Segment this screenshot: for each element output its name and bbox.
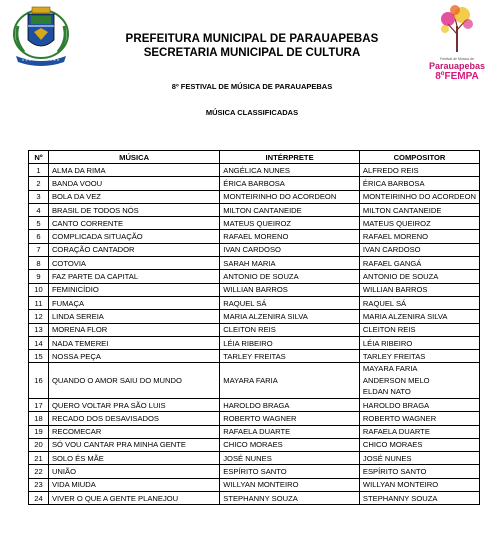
cell-musica: ALMA DA RIMA [48,164,219,177]
tree-icon [418,4,496,52]
table-row [29,243,480,256]
cell-number: 9 [29,270,49,283]
classified-songs-table [28,150,480,505]
logo-name: Parauapebas [428,61,486,71]
cell-number: 10 [29,283,49,296]
header-prefeitura: PREFEITURA MUNICIPAL DE PARAUAPEBAS [125,33,379,45]
cell-interprete: MATEUS QUEIROZ [220,217,360,230]
cell-number: 8 [29,257,49,270]
cell-musica: FUMAÇA [48,296,219,309]
cell-interprete: WILLYAN MONTEIRO [220,478,360,491]
cell-compositor: TARLEY FREITAS [359,350,479,363]
cell-number: 21 [29,452,49,465]
cell-interprete: HAROLDO BRAGA [220,398,360,411]
cell-number: 24 [29,492,49,505]
cell-musica: BRASIL DE TODOS NÓS [48,203,219,216]
table-row [29,438,480,451]
col-header-musica: MÚSICA [48,151,219,164]
table-row [29,350,480,363]
cell-interprete: JOSÉ NUNES [220,452,360,465]
table-row [29,425,480,438]
cell-number: 1 [29,164,49,177]
cell-interprete: STEPHANNY SOUZA [220,492,360,505]
table-row [29,465,480,478]
cell-compositor: CHICO MORAES [359,438,479,451]
cell-interprete: TARLEY FREITAS [220,350,360,363]
table-row [29,257,480,270]
cell-musica: LINDA SEREIA [48,310,219,323]
cell-number: 11 [29,296,49,309]
cell-interprete: MARIA ALZENIRA SILVA [220,310,360,323]
cell-musica: VIVER O QUE A GENTE PLANEJOU [48,492,219,505]
cell-interprete: ANTONIO DE SOUZA [220,270,360,283]
cell-number: 6 [29,230,49,243]
cell-interprete: MAYARA FARIA [220,363,360,399]
cell-interprete: MONTEIRINHO DO ACORDEON [220,190,360,203]
cell-number: 17 [29,398,49,411]
cell-compositor: MILTON CANTANEIDE [359,203,479,216]
cell-interprete: MILTON CANTANEIDE [220,203,360,216]
table-row [29,492,480,505]
cell-compositor: RAFAELA DUARTE [359,425,479,438]
table-row [29,398,480,411]
logo-edition: 8ºFEMPA [435,71,479,82]
cell-interprete: SARAH MARIA [220,257,360,270]
col-header-interprete: INTÉRPRETE [220,151,360,164]
cell-interprete: WILLIAN BARROS [220,283,360,296]
cell-musica: BANDA VOOU [48,177,219,190]
cell-musica: UNIÃO [48,465,219,478]
cell-musica: COTOVIA [48,257,219,270]
cell-number: 23 [29,478,49,491]
cell-musica: VIDA MIUDA [48,478,219,491]
cell-compositor: RAFAEL MORENO [359,230,479,243]
table-row [29,412,480,425]
table-row [29,323,480,336]
fempa-logo [418,4,496,80]
cell-compositor: STEPHANNY SOUZA [359,492,479,505]
cell-interprete: IVAN CARDOSO [220,243,360,256]
cell-musica: QUERO VOLTAR PRA SÃO LUIS [48,398,219,411]
cell-interprete: ANGÉLICA NUNES [220,164,360,177]
list-subtitle: MÚSICA CLASSIFICADAS [205,108,299,117]
cell-musica: NOSSA PEÇA [48,350,219,363]
cell-compositor: MARIA ALZENIRA SILVA [359,310,479,323]
table-row [29,336,480,349]
cell-compositor: HAROLDO BRAGA [359,398,479,411]
cell-number: 14 [29,336,49,349]
cell-number: 12 [29,310,49,323]
cell-compositor: ANTONIO DE SOUZA [359,270,479,283]
cell-number: 7 [29,243,49,256]
festival-title: 8º FESTIVAL DE MÚSICA DE PARAUAPEBAS [171,82,333,91]
table-header-row [29,151,480,164]
cell-number: 20 [29,438,49,451]
cell-compositor: MONTEIRINHO DO ACORDEON [359,190,479,203]
table-row [29,310,480,323]
cell-musica: CORAÇÃO CANTADOR [48,243,219,256]
cell-musica: QUANDO O AMOR SAIU DO MUNDO [48,363,219,399]
cell-number: 3 [29,190,49,203]
cell-number: 13 [29,323,49,336]
cell-compositor: MATEUS QUEIROZ [359,217,479,230]
header-secretaria: SECRETARIA MUNICIPAL DE CULTURA [143,47,361,59]
cell-compositor: RAQUEL SÁ [359,296,479,309]
table-row [29,203,480,216]
cell-number: 4 [29,203,49,216]
cell-compositor: CLEITON REIS [359,323,479,336]
logo-small-text: Festival de Música de [440,57,474,61]
table-row [29,363,480,399]
cell-number: 2 [29,177,49,190]
table-row [29,452,480,465]
cell-number: 15 [29,350,49,363]
col-header-number: Nº [29,151,49,164]
cell-musica: SOLO ÉS MÃE [48,452,219,465]
table-row [29,190,480,203]
cell-compositor: IVAN CARDOSO [359,243,479,256]
cell-number: 19 [29,425,49,438]
cell-number: 18 [29,412,49,425]
cell-compositor: ROBERTO WAGNER [359,412,479,425]
cell-interprete: RAFAELA DUARTE [220,425,360,438]
cell-musica: CANTO CORRENTE [48,217,219,230]
cell-number: 16 [29,363,49,399]
compositor-name: ELDAN NATO [362,387,411,397]
cell-interprete: RAFAEL MORENO [220,230,360,243]
cell-musica: FEMINICÍDIO [48,283,219,296]
cell-compositor: WILLIAN BARROS [359,283,479,296]
cell-compositor: ALFREDO REIS [359,164,479,177]
cell-musica: BOLA DA VEZ [48,190,219,203]
cell-compositor [359,363,479,399]
cell-musica: NADA TEMEREI [48,336,219,349]
cell-compositor: ÉRICA BARBOSA [359,177,479,190]
table-row [29,230,480,243]
table-row [29,217,480,230]
cell-interprete: ROBERTO WAGNER [220,412,360,425]
cell-musica: MORENA FLOR [48,323,219,336]
cell-musica: COMPLICADA SITUAÇÃO [48,230,219,243]
cell-compositor: ESPÍRITO SANTO [359,465,479,478]
cell-interprete: ÉRICA BARBOSA [220,177,360,190]
table-row [29,177,480,190]
col-header-compositor: COMPOSITOR [359,151,479,164]
table-row [29,478,480,491]
cell-musica: FAZ PARTE DA CAPITAL [48,270,219,283]
table-row [29,283,480,296]
cell-compositor: LÉIA RIBEIRO [359,336,479,349]
cell-interprete: CLEITON REIS [220,323,360,336]
cell-compositor: JOSÉ NUNES [359,452,479,465]
cell-compositor: WILLYAN MONTEIRO [359,478,479,491]
cell-musica: SÓ VOU CANTAR PRA MINHA GENTE [48,438,219,451]
cell-interprete: CHICO MORAES [220,438,360,451]
cell-number: 22 [29,465,49,478]
cell-number: 5 [29,217,49,230]
cell-interprete: RAQUEL SÁ [220,296,360,309]
cell-musica: RECOMECAR [48,425,219,438]
table-row [29,296,480,309]
table-row [29,270,480,283]
cell-interprete: LÉIA RIBEIRO [220,336,360,349]
compositor-name: MAYARA FARIA [362,364,418,374]
cell-interprete: ESPÍRITO SANTO [220,465,360,478]
table-row [29,164,480,177]
cell-musica: RECADO DOS DESAVISADOS [48,412,219,425]
compositor-name: ANDERSON MELO [362,375,430,385]
cell-compositor: RAFAEL GANGÁ [359,257,479,270]
